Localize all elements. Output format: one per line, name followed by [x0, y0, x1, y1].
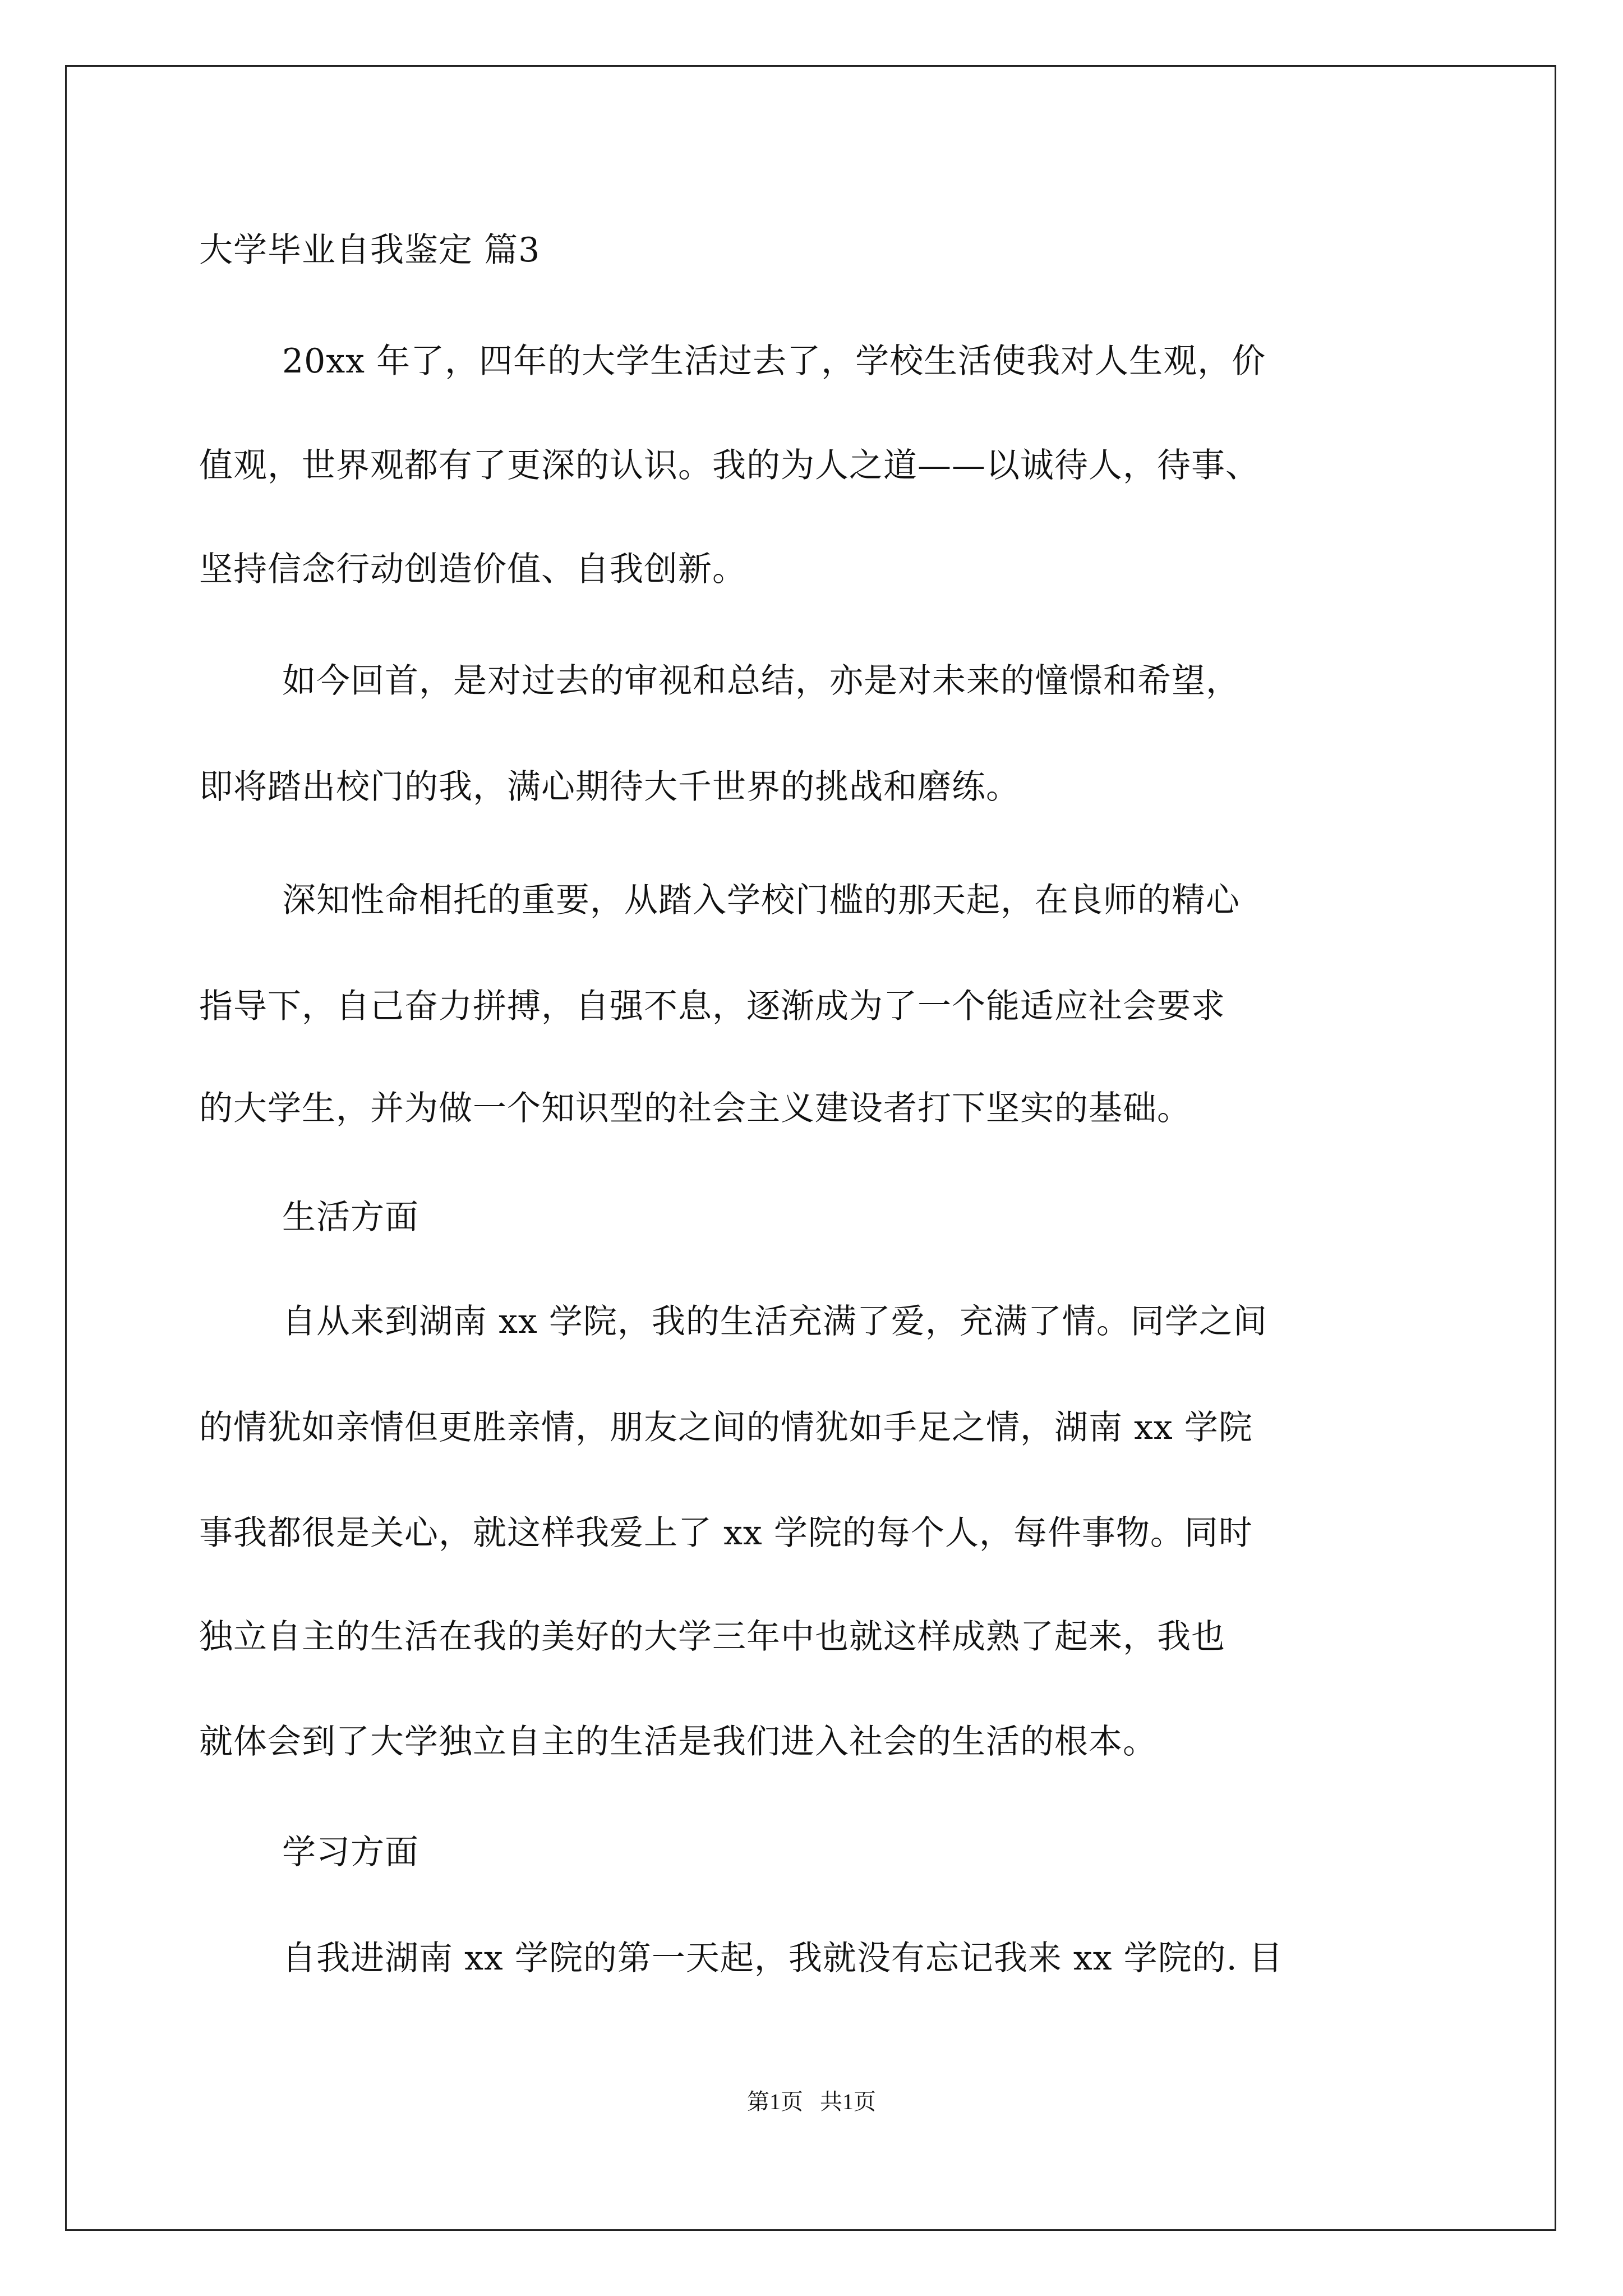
paragraph-line: 自从来到湖南 xx 学院，我的生活充满了爱，充满了情。同学之间	[282, 1302, 1267, 1341]
paragraph-line: 坚持信念行动创造价值、自我创新。	[199, 550, 746, 589]
page-border	[65, 65, 1556, 2231]
paragraph-line: 指导下，自己奋力拼搏，自强不息，逐渐成为了一个能适应社会要求	[199, 987, 1225, 1026]
section-heading: 生活方面	[282, 1198, 419, 1237]
paragraph-line: 20xx 年了，四年的大学生活过去了，学校生活使我对人生观，价	[282, 342, 1266, 381]
paragraph-line: 的大学生，并为做一个知识型的社会主义建设者打下坚实的基础。	[199, 1089, 1191, 1128]
paragraph-line: 值观，世界观都有了更深的认识。我的为人之道——以诚待人，待事、	[199, 446, 1260, 485]
paragraph-line: 即将踏出校门的我，满心期待大千世界的挑战和磨练。	[199, 767, 1020, 807]
paragraph-line: 事我都很是关心，就这样我爱上了 xx 学院的每个人，每件事物。同时	[199, 1513, 1253, 1553]
paragraph-line: 的情犹如亲情但更胜亲情，朋友之间的情犹如手足之情，湖南 xx 学院	[199, 1408, 1253, 1447]
document-title: 大学毕业自我鉴定 篇3	[199, 231, 541, 270]
paragraph-line: 独立自主的生活在我的美好的大学三年中也就这样成熟了起来，我也	[199, 1617, 1225, 1657]
section-heading: 学习方面	[282, 1833, 419, 1872]
paragraph-line: 自我进湖南 xx 学院的第一天起，我就没有忘记我来 xx 学院的. 目	[282, 1939, 1283, 1978]
page-number-footer: 第1页 共1页	[747, 2089, 876, 2114]
paragraph-line: 深知性命相托的重要，从踏入学校门槛的那天起，在良师的精心	[282, 881, 1240, 920]
paragraph-line: 如今回首，是对过去的审视和总结，亦是对未来的憧憬和希望，	[282, 661, 1240, 701]
paragraph-line: 就体会到了大学独立自主的生活是我们进入社会的生活的根本。	[199, 1722, 1157, 1761]
